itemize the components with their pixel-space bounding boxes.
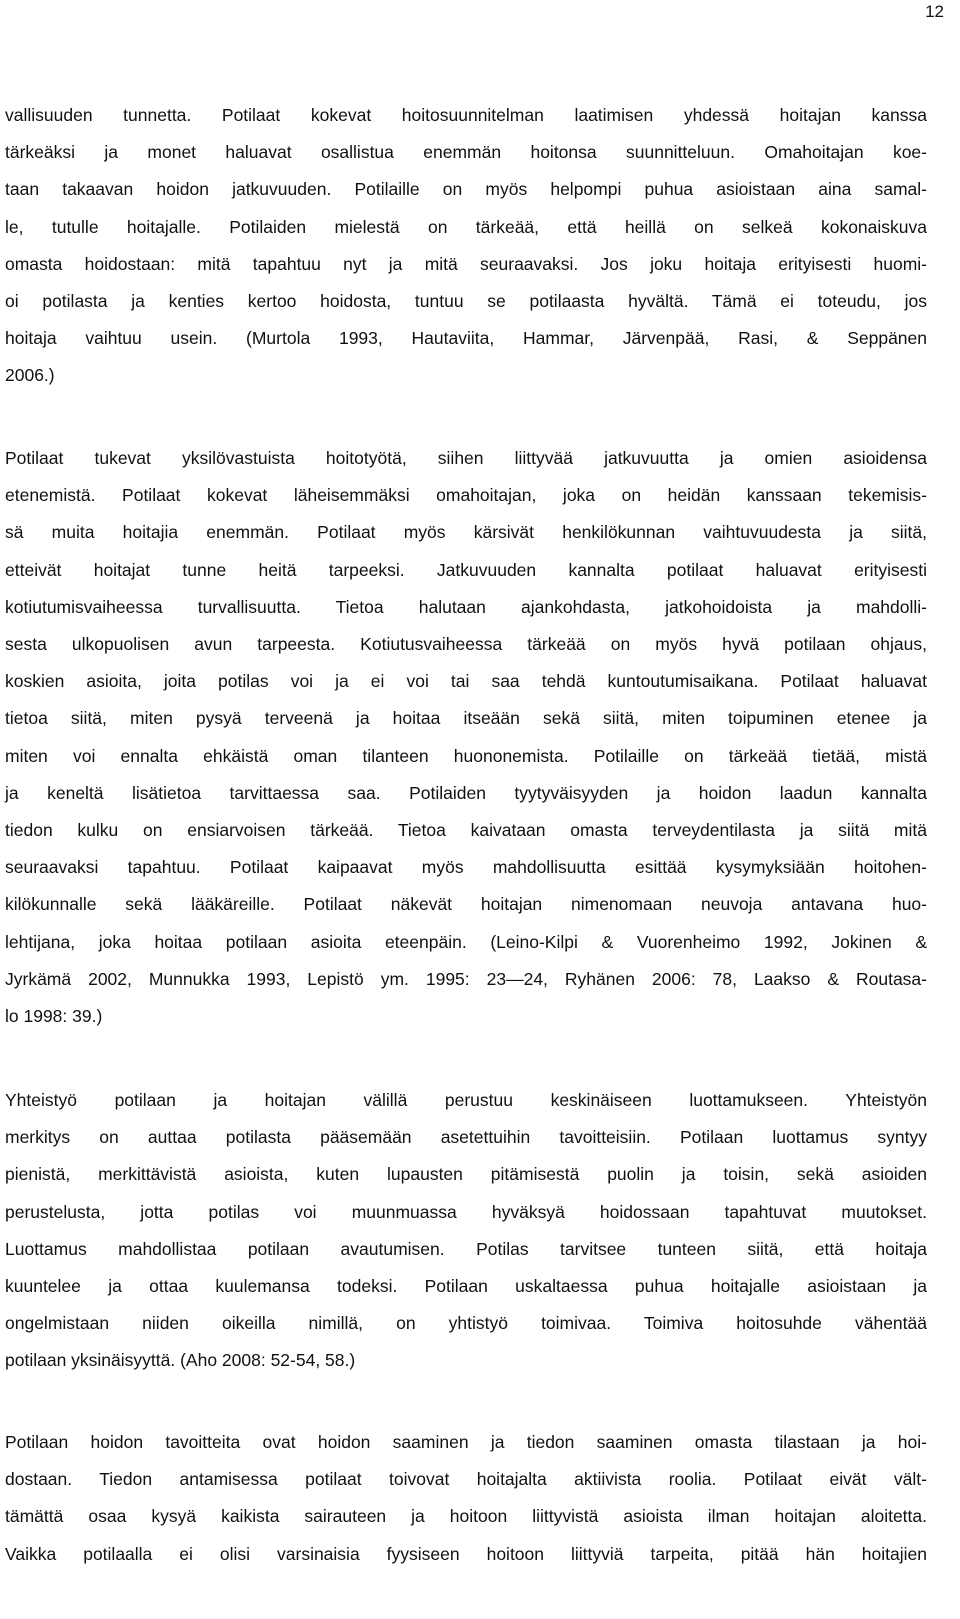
text-line: tiedon kulku on ensiarvoisen tärkeää. Tietoa kaivataan omasta terveydentilasta ja siitä mitä xyxy=(5,820,927,841)
text-line: potilaan yksinäisyyttä. (Aho 2008: 52-54, 58.) xyxy=(5,1350,356,1371)
paragraph xyxy=(5,440,927,1035)
text-line: tärkeäksi ja monet haluavat osallistua enemmän hoitonsa suunnitteluun. Omahoitajan koe- xyxy=(5,142,927,163)
text-line: seuraavaksi tapahtuu. Potilaat kaipaavat myös mahdollisuutta esittää kysymyksiään hoitohen- xyxy=(5,857,927,878)
text-line: koskien asioita, joita potilas voi ja ei voi tai saa tehdä kuntoutumisaikana. Potilaat haluavat xyxy=(5,671,927,692)
text-line: kotiutumisvaiheessa turvallisuutta. Tietoa halutaan ajankohdasta, jatkohoidoista ja mahdolli- xyxy=(5,596,927,617)
text-line: dostaan. Tiedon antamisessa potilaat toivovat hoitajalta aktiivista roolia. Potilaat eivät vält- xyxy=(5,1469,927,1490)
text-line: perustelusta, jotta potilas voi muunmuassa hyväksyä hoidossaan tapahtuvat muutokset. xyxy=(5,1201,927,1222)
text-line: Potilaat tukevat yksilövastuista hoitotyötä, siihen liittyvää jatkuvuutta ja omien asioidensa xyxy=(5,448,927,468)
text-line: ja keneltä lisätietoa tarvittaessa saa. Potilaiden tyytyväisyyden ja hoidon laadun kannalta xyxy=(5,782,927,803)
text-line: Jyrkämä 2002, Munnukka 1993, Lepistö ym. 1995: 23—24, Ryhänen 2006: 78, Laakso & Routasa- xyxy=(5,968,927,989)
text-line: lehtijana, joka hoitaa potilaan asioita eteenpäin. (Leino-Kilpi & Vuorenheimo 1992, Jokinen & xyxy=(5,931,927,952)
text-line: vallisuuden tunnetta. Potilaat kokevat hoitosuunnitelman laatimisen yhdessä hoitajan kanssa xyxy=(5,105,927,125)
page-number: 12 xyxy=(925,2,944,21)
text-line: oi potilasta ja kenties kertoo hoidosta, tuntuu se potilaasta hyvältä. Tämä ei toteudu, jos xyxy=(5,291,927,312)
text-line: merkitys on auttaa potilasta pääsemään asetettuihin tavoitteisiin. Potilaan luottamus syntyy xyxy=(5,1127,927,1148)
text-line: Potilaan hoidon tavoitteita ovat hoidon saaminen ja tiedon saaminen omasta tilastaan ja hoi- xyxy=(5,1432,927,1452)
text-line: taan takaavan hoidon jatkuvuuden. Potilaille on myös helpompi puhua asioistaan aina samal- xyxy=(5,179,927,200)
text-line: hoitaja vaihtuu usein. (Murtola 1993, Hautaviita, Hammar, Järvenpää, Rasi, & Seppänen xyxy=(5,328,927,349)
text-line: omasta hoidostaan: mitä tapahtuu nyt ja mitä seuraavaksi. Jos joku hoitaja erityisesti huomi- xyxy=(5,253,927,274)
text-line: etteivät hoitajat tunne heitä tarpeeksi. Jatkuvuuden kannalta potilaat haluavat erityisesti xyxy=(5,559,927,580)
text-line: pienistä, merkittävistä asioista, kuten lupausten pitämisestä puolin ja toisin, sekä asioiden xyxy=(5,1164,927,1185)
text-line: kuuntelee ja ottaa kuulemansa todeksi. Potilaan uskaltaessa puhua hoitajalle asioistaan ja xyxy=(5,1276,927,1297)
text-line: etenemistä. Potilaat kokevat läheisemmäksi omahoitajan, joka on heidän kanssaan tekemisis- xyxy=(5,485,927,506)
text-line: tietoa siitä, miten pysyä terveenä ja hoitaa itseään sekä siitä, miten toipuminen etenee ja xyxy=(5,708,927,729)
text-line: Vaikka potilaalla ei olisi varsinaisia fyysiseen hoitoon liittyviä tarpeita, pitää hän hoitajien xyxy=(5,1543,927,1564)
text-line: kilökunnalle sekä lääkäreille. Potilaat näkevät hoitajan nimenomaan neuvoja antavana huo- xyxy=(5,894,927,915)
text-line: miten voi ennalta ehkäistä oman tilanteen huononemista. Potilaille on tärkeää tietää, mistä xyxy=(5,745,927,766)
text-line: tämättä osaa kysyä kaikista sairauteen ja hoitoon liittyvistä asioista ilman hoitajan aloitetta. xyxy=(5,1506,927,1527)
paragraph xyxy=(5,97,927,395)
paragraph xyxy=(5,1424,927,1573)
text-line: Yhteistyö potilaan ja hoitajan välillä perustuu keskinäiseen luottamukseen. Yhteistyön xyxy=(5,1090,927,1110)
paragraph xyxy=(5,1082,927,1380)
text-line: sä muita hoitajia enemmän. Potilaat myös kärsivät henkilökunnan vaihtuvuudesta ja siitä, xyxy=(5,522,927,543)
text-line: 2006.) xyxy=(5,365,55,386)
text-line: lo 1998: 39.) xyxy=(5,1006,103,1027)
text-line: Luottamus mahdollistaa potilaan avautumisen. Potilas tarvitsee tunteen siitä, että hoitaja xyxy=(5,1238,927,1259)
text-line: ongelmistaan niiden oikeilla nimillä, on yhtistyö toimivaa. Toimiva hoitosuhde vähentää xyxy=(5,1313,927,1334)
text-line: sesta ulkopuolisen avun tarpeesta. Kotiutusvaiheessa tärkeää on myös hyvä potilaan ohjaus, xyxy=(5,634,927,655)
text-line: le, tutulle hoitajalle. Potilaiden mielestä on tärkeää, että heillä on selkeä kokonaiskuva xyxy=(5,216,927,237)
